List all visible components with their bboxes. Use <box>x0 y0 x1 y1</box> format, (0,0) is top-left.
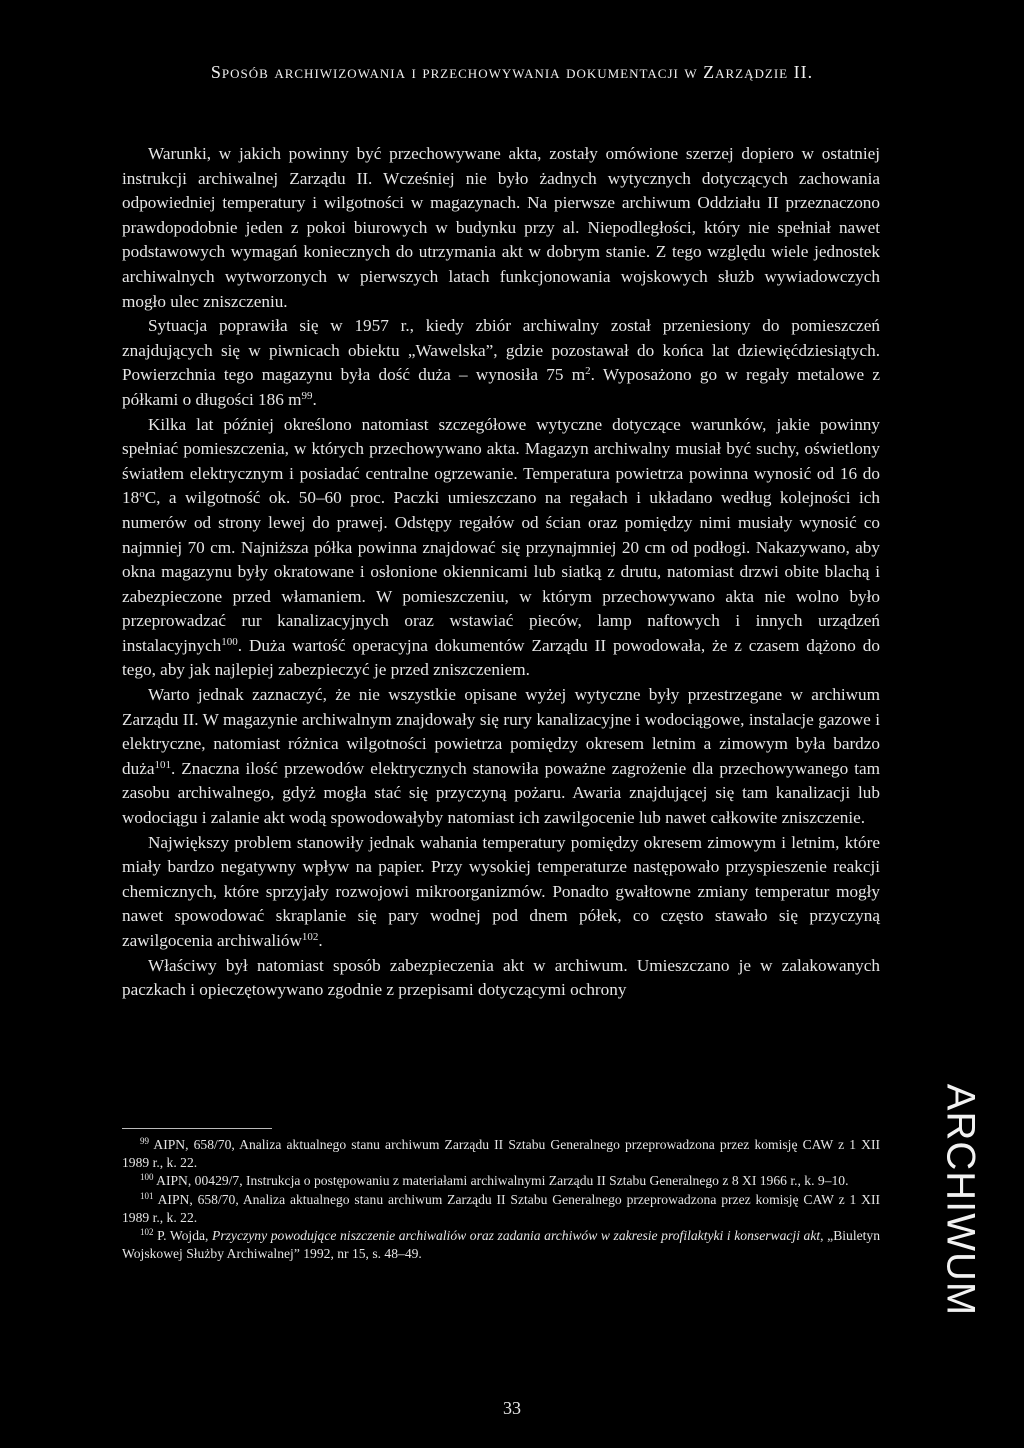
paragraph: Właściwy był natomiast sposób zabezpieczenia akt w archiwum. Umieszczano je w zalakowanych paczkach i opieczętowywano zgodnie z przepisami dotyczącymi ochrony <box>122 955 880 1000</box>
footnote: $^{99}$ AIPN, 658/70, Analiza aktualnego stanu archiwum Zarządu II Sztabu Generalnego przeprowadzona przez komisję CAW z 1 XII 1989 r., k. 22. <box>122 1136 881 1171</box>
paragraph: Sytuacja poprawiła się w 1957 r., kiedy zbiór archiwalny został przeniesiony do pomieszczeń znajdujących się w piwnicach obiektu „Wawelska”, gdzie pozostawał do końca lat dziewięćdziesiątych. Powierzchnia tego magazynu była dość duża – wynosiła 75 $m^2$. Wyposażono go w regały metalowe z półkami o długości 186 $m^{99}$. <box>122 316 881 409</box>
footnote: $^{101}$ AIPN, 658/70, Analiza aktualnego stanu archiwum Zarządu II Sztabu Generalnego przeprowadzona przez komisję CAW z 1 XII 1989 r., k. 22. <box>122 1190 881 1225</box>
running-header: Sposób archiwizowania i przechowywania dokumentacji w Zarządzie II. <box>210 62 814 82</box>
side-label: ARCHIWUM <box>938 1083 983 1317</box>
footnote-ref: 102 <box>301 931 319 943</box>
footnote-ref: 99 <box>301 389 313 402</box>
footnote-divider <box>122 1128 272 1129</box>
paragraph: Kilka lat później określono natomiast szczegółowe wytyczne dotyczące warunków, jakie powinny spełniać pomieszczenia, w których przechowywano akta. Magazyn archiwalny musiał być suchy, oświetlony światłem elektrycznym i posiadać centralne ogrzewanie. Temperatura powietrza powinna wynosić od 16 do 18$^o$C, a wilgotność ok. 50–60 proc. Paczki umieszczano na regałach i układano według kolejności ich numerów od strony lewej do prawej. Odstępy regałów od ścian oraz pomiędzy nimi musiały wynosić co najmniej 70 cm. Najniższa półka powinna znajdować się przynajmniej 20 cm od podłogi. Nakazywano, aby okna magazynu były okratowane i osłonione okiennicami lub siatką z drutu, natomiast drzwi obite blachą i zabezpieczone przed włamaniem. W pomieszczeniu, w którym przechowywano akta nie wolno było przeprowadzać rur kanalizacyjnych oraz wstawiać pieców, lamp naftowych i innych urządzeń instalacyjnych$^{100}$. Duża wartość operacyjna dokumentów Zarządu II powodowała, że z czasem dążono do tego, aby jak najlepiej zabezpieczyć je przed zniszczeniem. <box>122 414 880 680</box>
paragraph: Największy problem stanowiły jednak wahania temperatury pomiędzy okresem zimowym i letnim, które miały bardzo negatywny wpływ na papier. Przy wysokiej temperaturze następowało przyspieszenie reakcji chemicznych, które sprzyjały rozwojowi mikroorganizmów. Ponadto gwałtowne zmiany temperatur mogły nawet spowodować skraplanie się pary wodnej pod dnem półek, co często stawało się przyczyną zawilgocenia archiwaliów$^{102}$. <box>122 832 880 950</box>
paragraph: Warto jednak zaznaczyć, że nie wszystkie opisane wyżej wytyczne były przestrzegane w archiwum Zarządu II. W magazynie archiwalnym znajdowały się rury kanalizacyjne i wodociągowe, instalacje gazowe i elektryczne, natomiast różnica wilgotności powietrza pomiędzy okresem letnim a zimowym była bardzo duża$^{101}$. Znaczna ilość przewodów elektrycznych stanowiła poważne zagrożenie dla przechowywanego tam zasobu archiwalnego, gdyż mogła stać się przyczyną pożaru. Awaria znajdującej się tam kanalizacji lub wodociągu i zalanie akt wodą spowodowałyby natomiast ich zawilgocenie lub nawet całkowite zniszczenie. <box>122 685 880 828</box>
footnotes <box>122 1136 880 1263</box>
footnote-ref: 101 <box>154 758 171 771</box>
footnote: $^{102}$ P. Wojda, Przyczyny powodujące niszczenie archiwaliów oraz zadania archiwów w zakresie profilaktyki i konserwacji akt, „Biuletyn Wojskowej Służby Archiwalnej” 1992, nr 15, s. 48–49. <box>122 1227 881 1262</box>
footnote: $^{100}$ AIPN, 00429/7, Instrukcja o postępowaniu z materiałami archiwalnymi Zarządu II Sztabu Generalnego z 8 XI 1966 r., k. 9–10. <box>140 1172 849 1189</box>
body-text <box>122 142 880 1003</box>
page-number: 33 <box>503 1398 521 1418</box>
footnote-ref: 100 <box>221 635 238 648</box>
paragraph: Warunki, w jakich powinny być przechowywane akta, zostały omówione szerzej dopiero w ostatniej instrukcji archiwalnej Zarządu II. Wcześniej nie było żadnych wytycznych dotyczących zachowania odpowiedniej temperatury i wilgotności w magazynach. Na pierwsze archiwum Oddziału II przeznaczono prawdopodobnie jeden z pokoi biurowych w budynku przy al. Niepodległości, który nie spełniał nawet podstawowych wymagań koniecznych do utrzymania akt w dobrym stanie. Z tego względu wiele jednostek archiwalnych wytworzonych w pierwszych latach funkcjonowania wojskowych służb wywiadowczych mogło ulec zniszczeniu. <box>122 144 880 311</box>
